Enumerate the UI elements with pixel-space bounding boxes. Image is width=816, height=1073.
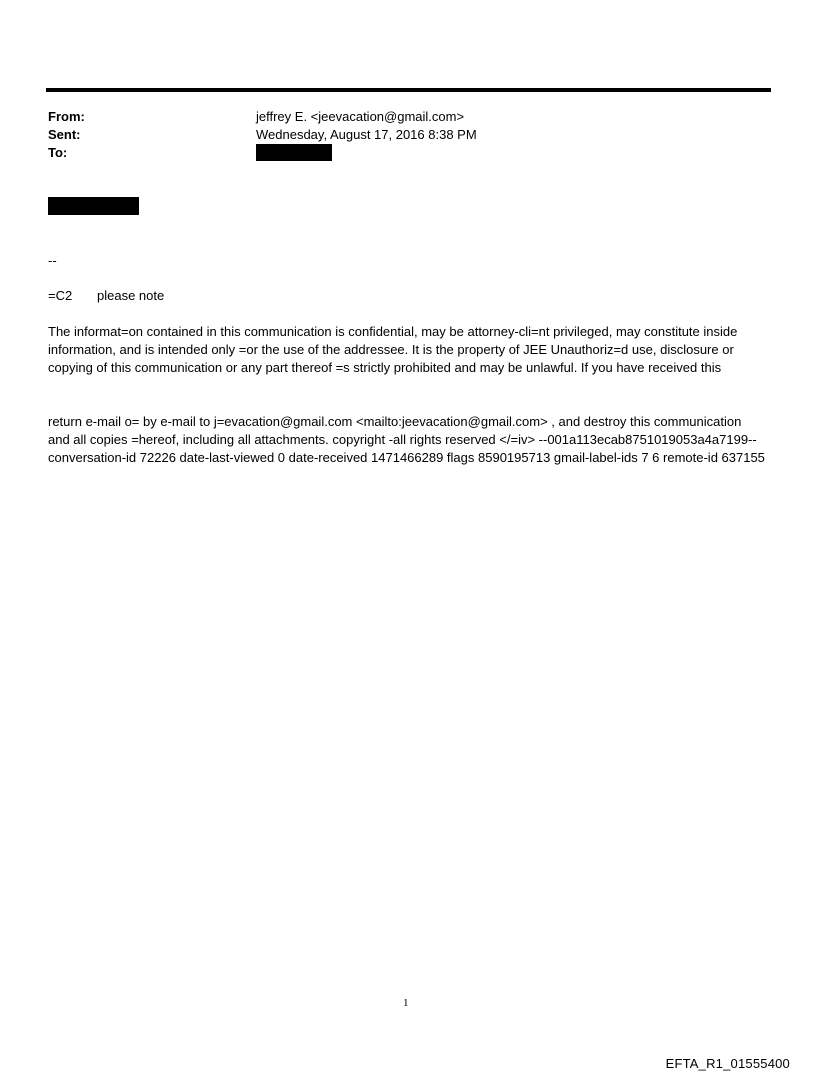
c2-line xyxy=(48,287,348,305)
to-label: To: xyxy=(48,145,68,160)
signature-dashes: -- xyxy=(48,253,57,268)
document-id: EFTA_R1_01555400 xyxy=(665,1056,790,1071)
subject-redaction xyxy=(48,197,139,215)
from-label: From: xyxy=(48,109,85,124)
page-number: 1 xyxy=(403,997,409,1009)
sent-label: Sent: xyxy=(48,127,81,142)
from-value: jeffrey E. <jeevacation@gmail.com> xyxy=(256,109,465,124)
c2-code: =C2 xyxy=(48,288,73,303)
return-email-paragraph: return e-mail o= by e-mail to j=evacation@gmail.com <mailto:jeevacation@gmail.com> , and destroy this communication and all copies =hereof, including all attachments. copyright -all rights reserved </=iv> --001a113ecab8751019053a4a7199-- conversation-id 72226 date-last-viewed 0 date-received 1471466289 flags 8590195713 gmail-label-ids 7 6 remote-id 637155 xyxy=(48,414,765,465)
confidentiality-paragraph: The informat=on contained in this communication is confidential, may be attorney-cli=nt privileged, may constitute inside information, and is intended only =or the use of the addressee. It is the property of JEE Unauthoriz=d use, disclosure or copying of this communication or any part thereof =s strictly prohibited and may be unlawful. If you have received this xyxy=(48,324,738,375)
c2-text: please note xyxy=(97,288,165,303)
sent-value: Wednesday, August 17, 2016 8:38 PM xyxy=(256,127,477,142)
header-rule xyxy=(46,88,771,92)
to-redaction xyxy=(256,144,332,161)
